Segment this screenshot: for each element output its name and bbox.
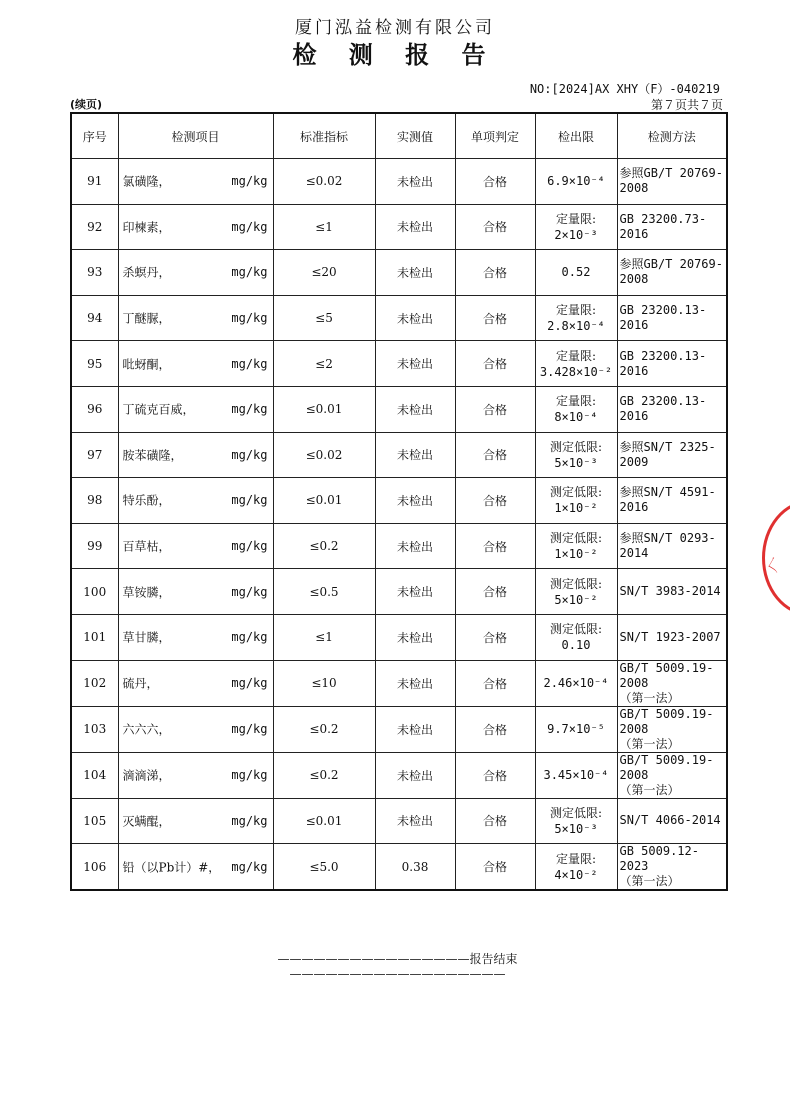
measured-value: 未检出 [375, 752, 455, 798]
test-item-cell [118, 798, 273, 844]
detection-limit-cell [535, 386, 617, 432]
test-method-line: 参照GB/T 20769- [619, 257, 723, 272]
col-header-standard: 标准指标 [273, 113, 375, 159]
detection-limit-label: 测定低限: [549, 439, 603, 454]
judgement-value: 合格 [455, 614, 535, 660]
test-method-line: 参照SN/T 0293- [619, 531, 716, 546]
test-item-unit: mg/kg [231, 859, 268, 874]
row-number: 102 [71, 660, 118, 706]
test-item-cell [118, 204, 273, 250]
judgement-value: 合格 [455, 752, 535, 798]
standard-value: ≤0.2 [273, 706, 375, 752]
detection-limit-value: 2×10⁻³ [554, 227, 598, 242]
test-item-name: 六六六， [122, 722, 171, 737]
test-method-line: （第一法） [619, 736, 680, 751]
standard-value: ≤0.01 [273, 386, 375, 432]
detection-limit-value: 2.8×10⁻⁴ [547, 319, 605, 334]
detection-limit-cell [535, 569, 617, 615]
test-item-cell [118, 523, 273, 569]
standard-value: ≤0.5 [273, 569, 375, 615]
judgement-value: 合格 [455, 204, 535, 250]
detection-limit-value: 9.7×10⁻⁵ [547, 722, 605, 737]
standard-value: ≤5.0 [273, 844, 375, 891]
measured-value: 未检出 [375, 660, 455, 706]
test-item-name: 铅（以Pb计）#， [122, 860, 221, 875]
test-item-unit: mg/kg [231, 219, 268, 234]
test-item-cell [118, 341, 273, 387]
measured-value: 未检出 [375, 341, 455, 387]
test-item-unit: mg/kg [231, 356, 268, 371]
standard-value: ≤0.02 [273, 159, 375, 205]
detection-limit-cell [535, 706, 617, 752]
row-number: 94 [71, 295, 118, 341]
table-row [71, 204, 727, 250]
test-method-line: 参照GB/T 20769- [619, 166, 723, 181]
test-item-unit: mg/kg [231, 813, 268, 828]
test-method-line: 2008 [619, 272, 649, 287]
test-method-line: GB 23200.13-2016 [619, 348, 707, 378]
row-number: 103 [71, 706, 118, 752]
standard-value: ≤0.01 [273, 478, 375, 524]
detection-limit-value: 2.46×10⁻⁴ [543, 676, 609, 691]
test-item-unit: mg/kg [231, 722, 268, 737]
test-method-line: GB/T 5009.19-2008 [619, 752, 714, 782]
table-row [71, 660, 727, 706]
row-number: 93 [71, 250, 118, 296]
table-row [71, 844, 727, 891]
col-header-limit: 检出限 [535, 113, 617, 159]
standard-value: ≤0.2 [273, 523, 375, 569]
detection-limit-cell [535, 432, 617, 478]
test-method-line: SN/T 4066-2014 [619, 813, 721, 828]
judgement-value: 合格 [455, 798, 535, 844]
measured-value: 未检出 [375, 478, 455, 524]
row-number: 106 [71, 844, 118, 891]
standard-value: ≤0.02 [273, 432, 375, 478]
test-item-name: 滴滴涕， [122, 768, 171, 783]
detection-limit-value: 1×10⁻² [554, 547, 598, 562]
row-number: 97 [71, 432, 118, 478]
test-item-name: 特乐酚， [122, 493, 171, 508]
detection-limit-cell [535, 523, 617, 569]
test-item-name: 丁醚脲， [122, 311, 171, 326]
test-method-line: GB 23200.73-2016 [619, 211, 707, 241]
row-number: 105 [71, 798, 118, 844]
table-row [71, 341, 727, 387]
detection-limit-label: 测定低限: [549, 622, 603, 637]
test-item-cell [118, 478, 273, 524]
test-method-cell [617, 250, 727, 296]
standard-value: ≤0.01 [273, 798, 375, 844]
detection-limit-value: 5×10⁻³ [554, 821, 598, 836]
table-row [71, 159, 727, 205]
judgement-value: 合格 [455, 569, 535, 615]
test-method-cell [617, 341, 727, 387]
test-item-unit: mg/kg [231, 265, 268, 280]
test-method-cell [617, 660, 727, 706]
table-row [71, 478, 727, 524]
measured-value: 未检出 [375, 432, 455, 478]
test-item-name: 硫丹， [122, 676, 159, 691]
report-title: 检 测 报 告 [292, 40, 498, 69]
test-item-name: 百草枯， [122, 539, 171, 554]
col-header-method: 检测方法 [617, 113, 727, 159]
measured-value: 未检出 [375, 295, 455, 341]
row-number: 101 [71, 614, 118, 660]
detection-limit-value: 5×10⁻³ [554, 455, 598, 470]
test-method-line: GB/T 5009.19-2008 [619, 660, 714, 690]
judgement-value: 合格 [455, 341, 535, 387]
detection-limit-value: 0.10 [561, 638, 591, 653]
detection-limit-value: 6.9×10⁻⁴ [547, 174, 605, 189]
test-method-cell [617, 295, 727, 341]
detection-limit-value: 5×10⁻² [554, 592, 598, 607]
test-item-unit: mg/kg [231, 768, 268, 783]
test-method-line: 参照SN/T 2325- [619, 439, 716, 454]
standard-value: ≤5 [273, 295, 375, 341]
detection-limit-value: 8×10⁻⁴ [554, 410, 598, 425]
test-item-name: 丁硫克百威， [122, 402, 195, 417]
test-method-line: 2008 [619, 181, 649, 196]
detection-limit-label: 测定低限: [549, 576, 603, 591]
test-item-name: 杀螟丹， [122, 265, 171, 280]
table-row [71, 614, 727, 660]
company-name: 厦门泓益检测有限公司 [295, 18, 495, 38]
col-header-measured: 实测值 [375, 113, 455, 159]
test-item-unit: mg/kg [231, 584, 268, 599]
measured-value: 未检出 [375, 614, 455, 660]
detection-limit-cell [535, 295, 617, 341]
test-method-line: GB 23200.13-2016 [619, 303, 707, 333]
test-method-line: 参照SN/T 4591- [619, 485, 716, 500]
test-method-line: （第一法） [619, 782, 680, 797]
test-method-cell [617, 752, 727, 798]
test-item-unit: mg/kg [231, 402, 268, 417]
test-item-cell [118, 660, 273, 706]
test-method-cell [617, 523, 727, 569]
standard-value: ≤1 [273, 204, 375, 250]
detection-limit-cell [535, 159, 617, 205]
results-table [70, 112, 728, 891]
standard-value: ≤10 [273, 660, 375, 706]
table-row [71, 295, 727, 341]
test-item-name: 灭螨醌， [122, 814, 171, 829]
test-item-unit: mg/kg [231, 676, 268, 691]
col-header-judgement: 单项判定 [455, 113, 535, 159]
row-number: 91 [71, 159, 118, 205]
report-end-line: ————————————————报告结束—————————————————— [277, 952, 518, 981]
test-item-unit: mg/kg [231, 630, 268, 645]
test-method-cell [617, 159, 727, 205]
row-number: 100 [71, 569, 118, 615]
measured-value: 未检出 [375, 159, 455, 205]
row-number: 95 [71, 341, 118, 387]
table-row [71, 752, 727, 798]
judgement-value: 合格 [455, 250, 535, 296]
detection-limit-label: 测定低限: [549, 805, 603, 820]
judgement-value: 合格 [455, 295, 535, 341]
measured-value: 未检出 [375, 386, 455, 432]
test-method-line: GB/T 5009.19-2008 [619, 706, 714, 736]
table-row [71, 706, 727, 752]
test-item-unit: mg/kg [231, 311, 268, 326]
judgement-value: 合格 [455, 660, 535, 706]
test-item-cell [118, 386, 273, 432]
test-method-cell [617, 204, 727, 250]
test-method-line: （第一法） [619, 690, 680, 705]
continued-label: (续页) [70, 98, 103, 111]
table-row [71, 569, 727, 615]
test-item-name: 胺苯磺隆， [122, 448, 183, 463]
test-method-line: GB 5009.12-2023 [619, 844, 699, 874]
test-item-unit: mg/kg [231, 174, 268, 189]
measured-value: 未检出 [375, 523, 455, 569]
detection-limit-label: 定量限: [555, 211, 597, 226]
detection-limit-value: 0.52 [561, 265, 591, 280]
test-method-cell [617, 614, 727, 660]
detection-limit-value: 3.428×10⁻² [539, 364, 613, 379]
measured-value: 0.38 [375, 844, 455, 891]
detection-limit-cell [535, 341, 617, 387]
report-number: NO:[2024]AX XHY（F）-040219 [529, 82, 720, 96]
detection-limit-cell [535, 614, 617, 660]
test-method-cell [617, 844, 727, 891]
test-item-name: 吡蚜酮， [122, 357, 171, 372]
detection-limit-value: 4×10⁻² [554, 867, 598, 882]
page-info: 第７页共７页 [650, 98, 723, 112]
detection-limit-cell [535, 752, 617, 798]
test-method-line: SN/T 3983-2014 [619, 584, 721, 599]
detection-limit-label: 测定低限: [549, 485, 603, 500]
standard-value: ≤2 [273, 341, 375, 387]
detection-limit-label: 定量限: [555, 348, 597, 363]
test-item-name: 印楝素， [122, 220, 171, 235]
judgement-value: 合格 [455, 478, 535, 524]
judgement-value: 合格 [455, 523, 535, 569]
test-method-cell [617, 706, 727, 752]
row-number: 99 [71, 523, 118, 569]
test-method-line: （第一法） [619, 874, 680, 889]
red-seal-stamp-text: 厂 [766, 556, 786, 575]
test-method-cell [617, 478, 727, 524]
test-method-cell [617, 432, 727, 478]
table-row [71, 798, 727, 844]
test-item-cell [118, 295, 273, 341]
detection-limit-label: 定量限: [555, 394, 597, 409]
detection-limit-label: 定量限: [555, 851, 597, 866]
detection-limit-label: 测定低限: [549, 531, 603, 546]
test-item-cell [118, 752, 273, 798]
test-item-unit: mg/kg [231, 493, 268, 508]
detection-limit-cell [535, 478, 617, 524]
detection-limit-value: 3.45×10⁻⁴ [543, 768, 609, 783]
detection-limit-cell [535, 844, 617, 891]
table-row [71, 386, 727, 432]
standard-value: ≤1 [273, 614, 375, 660]
test-method-line: 2009 [619, 454, 649, 469]
judgement-value: 合格 [455, 386, 535, 432]
detection-limit-label: 定量限: [555, 303, 597, 318]
row-number: 92 [71, 204, 118, 250]
detection-limit-cell [535, 660, 617, 706]
measured-value: 未检出 [375, 706, 455, 752]
standard-value: ≤20 [273, 250, 375, 296]
test-method-line: SN/T 1923-2007 [619, 629, 721, 644]
test-method-cell [617, 569, 727, 615]
test-item-cell [118, 706, 273, 752]
measured-value: 未检出 [375, 569, 455, 615]
table-row [71, 523, 727, 569]
test-method-line: 2016 [619, 500, 649, 515]
test-item-unit: mg/kg [231, 447, 268, 462]
test-item-name: 氯磺隆， [122, 174, 171, 189]
judgement-value: 合格 [455, 844, 535, 891]
measured-value: 未检出 [375, 204, 455, 250]
test-item-cell [118, 844, 273, 891]
detection-limit-cell [535, 204, 617, 250]
test-method-line: 2014 [619, 546, 649, 561]
test-item-cell [118, 250, 273, 296]
test-item-cell [118, 159, 273, 205]
row-number: 98 [71, 478, 118, 524]
table-row [71, 250, 727, 296]
test-method-cell [617, 386, 727, 432]
detection-limit-cell [535, 798, 617, 844]
test-item-cell [118, 569, 273, 615]
detection-limit-cell [535, 250, 617, 296]
col-header-item: 检测项目 [118, 113, 273, 159]
detection-limit-value: 1×10⁻² [554, 501, 598, 516]
table-header-row [71, 113, 727, 159]
row-number: 104 [71, 752, 118, 798]
row-number: 96 [71, 386, 118, 432]
table-row [71, 432, 727, 478]
test-item-cell [118, 432, 273, 478]
test-item-cell [118, 614, 273, 660]
measured-value: 未检出 [375, 798, 455, 844]
test-item-name: 草甘膦， [122, 630, 171, 645]
col-header-no: 序号 [71, 113, 118, 159]
test-item-name: 草铵膦， [122, 585, 171, 600]
judgement-value: 合格 [455, 706, 535, 752]
test-item-unit: mg/kg [231, 539, 268, 554]
test-method-line: GB 23200.13-2016 [619, 394, 707, 424]
judgement-value: 合格 [455, 432, 535, 478]
standard-value: ≤0.2 [273, 752, 375, 798]
test-method-cell [617, 798, 727, 844]
measured-value: 未检出 [375, 250, 455, 296]
judgement-value: 合格 [455, 159, 535, 205]
